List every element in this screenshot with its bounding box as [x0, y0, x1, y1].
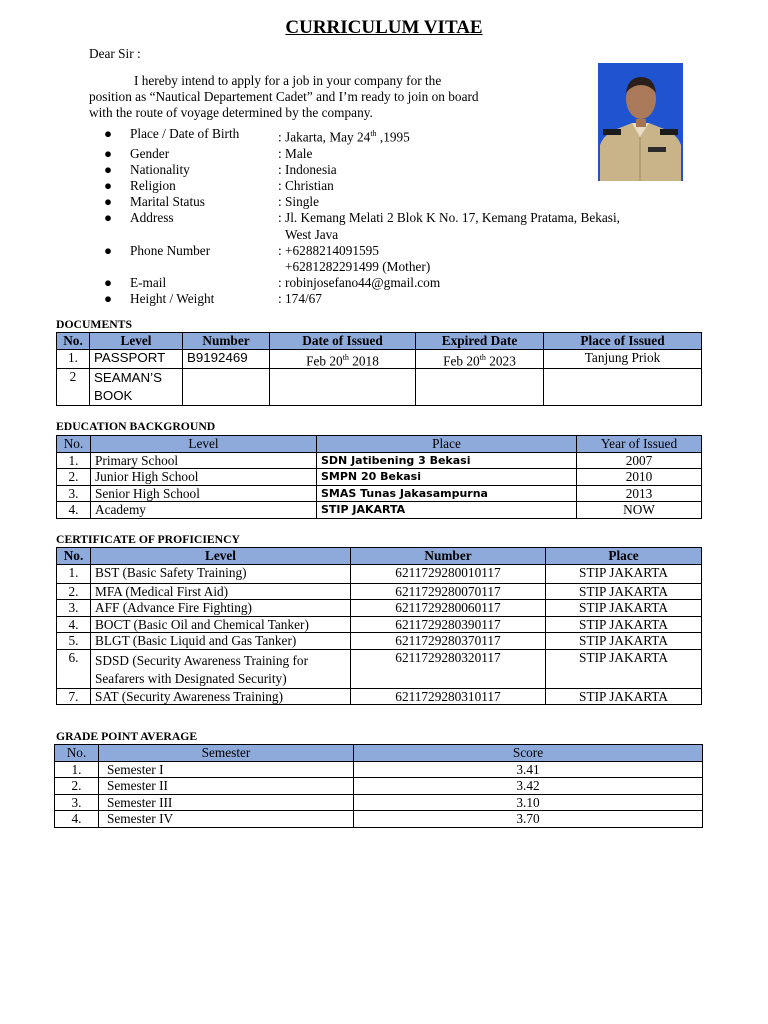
column-header: Place of Issued [544, 333, 702, 350]
table-cell: Semester I [99, 761, 354, 778]
table-cell: Tanjung Priok [544, 349, 702, 369]
table-cell: STIP JAKARTA [546, 564, 702, 583]
table-row [57, 349, 702, 369]
bullet-icon: ● [104, 275, 113, 291]
table-cell: 1. [57, 564, 91, 583]
table-header-row [55, 745, 703, 762]
table-row [57, 469, 702, 486]
table-row [57, 688, 702, 705]
table-cell: Junior High School [91, 469, 317, 486]
field-value: : Christian [278, 178, 334, 194]
education-heading: EDUCATION BACKGROUND [56, 420, 216, 433]
table-cell: 2. [57, 583, 91, 600]
table-cell: Semester II [99, 778, 354, 795]
table-cell: 7. [57, 688, 91, 705]
personal-row-gender [104, 146, 664, 162]
column-header: Place [317, 436, 577, 453]
certificates-heading: CERTIFICATE OF PROFICIENCY [56, 533, 241, 546]
personal-row-phone [104, 243, 664, 275]
table-cell: Academy [91, 502, 317, 519]
column-header: No. [55, 745, 99, 762]
personal-row-address [104, 210, 664, 242]
field-label: Religion [130, 178, 176, 194]
bullet-icon: ● [104, 161, 113, 177]
field-label: Gender [130, 145, 170, 161]
table-cell: 2. [57, 469, 91, 486]
table-row [55, 778, 703, 795]
column-header: Semester [99, 745, 354, 762]
certificates-table [56, 547, 702, 705]
column-header: Place [546, 548, 702, 565]
bullet-icon: ● [104, 242, 113, 258]
table-row [57, 600, 702, 617]
column-header: Date of Issued [270, 333, 416, 350]
table-cell: SMPN 20 Bekasi [317, 469, 577, 486]
table-cell: 2013 [577, 485, 702, 502]
table-cell [183, 369, 270, 406]
personal-row-nationality [104, 162, 664, 178]
table-cell: 5. [57, 633, 91, 650]
table-cell: 3. [55, 794, 99, 811]
table-cell: 3. [57, 485, 91, 502]
column-header: Level [90, 333, 183, 350]
table-header-row [57, 333, 702, 350]
table-row [57, 564, 702, 583]
table-header-row [57, 436, 702, 453]
table-header-row [57, 548, 702, 565]
table-cell: 6211729280070117 [351, 583, 546, 600]
table-row [57, 369, 702, 406]
documents-heading: DOCUMENTS [56, 318, 132, 331]
table-row [55, 794, 703, 811]
table-cell: 2010 [577, 469, 702, 486]
table-cell: 1. [57, 452, 91, 469]
table-cell: STIP JAKARTA [317, 502, 577, 519]
phone-secondary: +6281282291499 (Mother) [285, 259, 431, 275]
personal-row-height-weight [104, 291, 664, 307]
table-row [57, 649, 702, 688]
column-header: Score [354, 745, 703, 762]
column-header: Expired Date [416, 333, 544, 350]
address-line-2: West Java [285, 226, 339, 242]
table-row [57, 502, 702, 519]
field-value [278, 243, 664, 275]
table-cell: 4. [55, 811, 99, 828]
table-cell: SMAS Tunas Jakasampurna [317, 485, 577, 502]
column-header: Level [91, 436, 317, 453]
field-label: E-mail [130, 275, 167, 291]
table-cell [416, 369, 544, 406]
table-cell: 2 [57, 369, 90, 406]
table-row [57, 583, 702, 600]
table-row [57, 452, 702, 469]
table-cell [270, 369, 416, 406]
bullet-icon: ● [104, 194, 113, 210]
table-row [57, 485, 702, 502]
table-cell: 2007 [577, 452, 702, 469]
bullet-icon: ● [104, 210, 113, 226]
personal-row-marital [104, 194, 664, 210]
field-label: Nationality [130, 161, 190, 177]
table-cell: SEAMAN’S BOOK [90, 369, 183, 406]
table-cell: 4. [57, 502, 91, 519]
table-cell: 1. [55, 761, 99, 778]
field-value: : Indonesia [278, 161, 337, 177]
personal-row-religion [104, 178, 664, 194]
table-cell: B9192469 [183, 349, 270, 369]
table-cell: 3.70 [354, 811, 703, 828]
table-cell: 6211729280310117 [351, 688, 546, 705]
table-cell: Senior High School [91, 485, 317, 502]
table-cell: 6211729280010117 [351, 564, 546, 583]
personal-row-email [104, 275, 664, 291]
column-header: Number [183, 333, 270, 350]
table-cell: SDSD (Security Awareness Training for Seafarers with Designated Security) [91, 649, 351, 688]
table-cell: 3. [57, 600, 91, 617]
table-cell: AFF (Advance Fire Fighting) [91, 600, 351, 617]
table-cell: SDN Jatibening 3 Bekasi [317, 452, 577, 469]
table-row [57, 616, 702, 633]
bullet-icon: ● [104, 145, 113, 161]
table-cell: 6211729280370117 [351, 633, 546, 650]
table-cell: SAT (Security Awareness Training) [91, 688, 351, 705]
table-cell: MFA (Medical First Aid) [91, 583, 351, 600]
page-title: CURRICULUM VITAE [285, 17, 483, 38]
table-cell: PASSPORT [90, 349, 183, 369]
field-value [278, 210, 664, 242]
table-cell: 3.42 [354, 778, 703, 795]
documents-table [56, 332, 702, 406]
table-row [55, 811, 703, 828]
column-header: Year of Issued [577, 436, 702, 453]
column-header: Level [91, 548, 351, 565]
field-value: : Single [278, 194, 320, 210]
field-label: Place / Date of Birth [130, 126, 240, 141]
table-cell: BOCT (Basic Oil and Chemical Tanker) [91, 616, 351, 633]
table-cell: 6211729280320117 [351, 649, 546, 688]
table-cell: BST (Basic Safety Training) [91, 564, 351, 583]
personal-info-list [104, 126, 664, 308]
table-cell: BLGT (Basic Liquid and Gas Tanker) [91, 633, 351, 650]
salutation: Dear Sir : [89, 46, 141, 61]
field-value: : 174/67 [278, 291, 322, 307]
field-label: Marital Status [130, 194, 205, 210]
table-row [57, 633, 702, 650]
table-cell: Feb 20th 2018 [270, 349, 416, 369]
gpa-heading: GRADE POINT AVERAGE [56, 730, 198, 743]
field-value: : robinjosefano44@gmail.com [278, 275, 441, 291]
bullet-icon: ● [104, 126, 113, 141]
column-header: No. [57, 333, 90, 350]
field-value: : Male [278, 145, 313, 161]
column-header: No. [57, 436, 91, 453]
bullet-icon: ● [104, 178, 113, 194]
table-cell: Semester III [99, 794, 354, 811]
table-cell: 1. [57, 349, 90, 369]
table-cell: 3.10 [354, 794, 703, 811]
bullet-icon: ● [104, 291, 113, 307]
field-label: Address [130, 210, 174, 226]
table-cell: 6211729280060117 [351, 600, 546, 617]
field-label: Phone Number [130, 242, 211, 258]
table-row [55, 761, 703, 778]
table-cell: Primary School [91, 452, 317, 469]
column-header: Number [351, 548, 546, 565]
table-cell: 3.41 [354, 761, 703, 778]
table-cell: NOW [577, 502, 702, 519]
field-value: : Jakarta, May 24th ,1995 [278, 129, 410, 145]
table-cell: STIP JAKARTA [546, 616, 702, 633]
table-cell: STIP JAKARTA [546, 688, 702, 705]
table-cell: 6. [57, 649, 91, 688]
table-cell: 2. [55, 778, 99, 795]
column-header: No. [57, 548, 91, 565]
table-cell: STIP JAKARTA [546, 583, 702, 600]
table-cell [544, 369, 702, 406]
table-cell: Feb 20th 2023 [416, 349, 544, 369]
gpa-table [54, 744, 703, 828]
address-line-1: : Jl. Kemang Melati 2 Blok K No. 17, Kemang Pratama, Bekasi, [278, 210, 620, 226]
education-table [56, 435, 702, 519]
table-cell: 4. [57, 616, 91, 633]
phone-primary: : +6288214091595 [278, 242, 379, 258]
table-cell: STIP JAKARTA [546, 600, 702, 617]
table-cell: Semester IV [99, 811, 354, 828]
table-cell: STIP JAKARTA [546, 633, 702, 650]
table-cell: 6211729280390117 [351, 616, 546, 633]
personal-row-birth [104, 126, 664, 146]
field-label: Height / Weight [130, 291, 215, 307]
table-cell: STIP JAKARTA [546, 649, 702, 688]
intro-paragraph: I hereby intend to apply for a job in your company for the position as “Nautical Departement Cadet” and I’m ready to join on board with the route of voyage determined by the company. [89, 73, 479, 120]
